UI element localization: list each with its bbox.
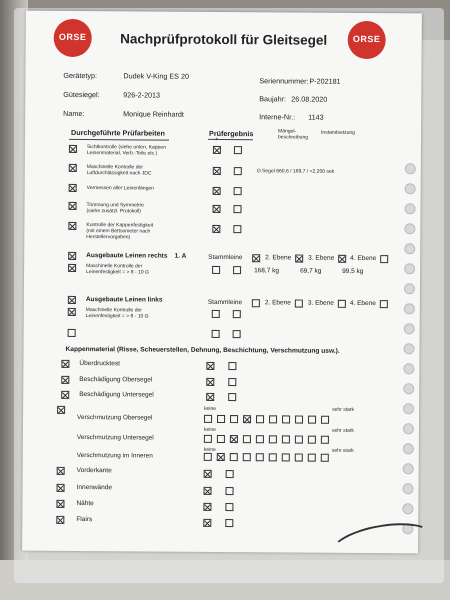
scale-innen-keine: keine bbox=[203, 446, 216, 453]
scale-innen-box-10[interactable] bbox=[321, 454, 329, 462]
scale-unter-box-8[interactable] bbox=[295, 436, 303, 444]
naehte-row-checkbox[interactable] bbox=[56, 500, 64, 508]
row-checkbox-links[interactable] bbox=[68, 296, 76, 304]
rechts-sub-plus-checkbox[interactable] bbox=[212, 266, 220, 274]
col-ergebnis: Prüfergebnis bbox=[209, 128, 254, 139]
ueber-plus-checkbox[interactable] bbox=[206, 362, 214, 370]
ober-row-checkbox[interactable] bbox=[61, 376, 69, 384]
ober-minus-checkbox[interactable] bbox=[228, 378, 236, 386]
rechts-e4-checkbox[interactable] bbox=[380, 255, 388, 263]
links-e2-label: 2. Ebene bbox=[264, 299, 291, 307]
vorder-row-checkbox[interactable] bbox=[57, 467, 65, 475]
innen-minus-checkbox[interactable] bbox=[226, 487, 234, 495]
rechts-e3-checkbox[interactable] bbox=[338, 255, 346, 263]
interne-value: 1143 bbox=[308, 112, 324, 122]
underline-arbeiten bbox=[69, 139, 169, 141]
scale-ober-sehr-stark: sehr stark bbox=[332, 406, 355, 413]
unter-plus-checkbox[interactable] bbox=[206, 393, 214, 401]
innen-plus-checkbox[interactable] bbox=[204, 487, 212, 495]
row-trimm: Trimmung und Symmetrie (siehe zusätzl. Protokoll) bbox=[86, 202, 144, 215]
verschmutzung-row-checkbox[interactable] bbox=[57, 406, 65, 414]
geraetetyp-label: Gerätetyp: bbox=[63, 70, 98, 81]
flairs-plus-checkbox[interactable] bbox=[203, 519, 211, 527]
rechts-value-3: 99,5 kg bbox=[342, 267, 364, 275]
rechts-e2-checkbox[interactable] bbox=[295, 255, 303, 263]
empty-minus-checkbox[interactable] bbox=[233, 330, 241, 338]
rechts-value-1: 168,7 kg bbox=[254, 267, 280, 275]
scale-ober-keine: keine bbox=[204, 405, 217, 412]
name-value: Monique Reinhardt bbox=[123, 109, 184, 119]
baujahr-label: Baujahr: bbox=[259, 94, 287, 104]
vorder-plus-checkbox[interactable] bbox=[204, 470, 212, 478]
kappe-plus-checkbox[interactable] bbox=[212, 225, 220, 233]
scale-innen-box-8[interactable] bbox=[295, 454, 303, 462]
trimm-minus-checkbox[interactable] bbox=[233, 205, 241, 213]
scale-ober-box-4[interactable] bbox=[243, 415, 251, 423]
scale-unter-box-6[interactable] bbox=[269, 435, 277, 443]
scale-ober-box-1[interactable] bbox=[204, 415, 212, 423]
kappen-v-ober: Verschmutzung Obersegel bbox=[77, 413, 153, 422]
rechts-value-2: 69,7 kg bbox=[300, 267, 322, 275]
empty-plus-checkbox[interactable] bbox=[212, 330, 220, 338]
rechts-stamm-label: Stammleine bbox=[208, 253, 243, 262]
scale-unter-sehr-stark: sehr stark bbox=[331, 427, 354, 434]
row-rechts-sub: Maschinelle Kontrolle der Leinenfestigkeit = > 8 - 10 G bbox=[86, 263, 149, 276]
scale-innen-sehr-stark: sehr stark bbox=[331, 447, 354, 454]
masch-plus-checkbox[interactable] bbox=[213, 167, 221, 175]
scale-innen-box-3[interactable] bbox=[230, 453, 238, 461]
document-title: Nachprüfprotokoll für Gleitsegel bbox=[120, 31, 328, 48]
kappen-v-innen: Verschmutzung im Inneren bbox=[76, 451, 153, 460]
row-vermessen: Vermessen aller Leinenlängen bbox=[86, 185, 154, 192]
scale-unter-box-5[interactable] bbox=[256, 435, 264, 443]
scale-innen-box-9[interactable] bbox=[308, 454, 316, 462]
links-stamm-label: Stammleine bbox=[207, 298, 243, 307]
kappen-ueber: Überdrucktest bbox=[79, 360, 120, 368]
guete-value: 926-2-2013 bbox=[123, 90, 161, 100]
interne-label: Interne-Nr.: bbox=[259, 112, 296, 122]
kappen-flairs: Flairs bbox=[76, 515, 93, 524]
row-checkbox-rechts[interactable] bbox=[68, 252, 76, 260]
vermessen-plus-checkbox[interactable] bbox=[213, 187, 221, 195]
sicht-minus-checkbox[interactable] bbox=[234, 146, 242, 154]
col-arbeiten: Durchgeführte Prüfarbeiten bbox=[71, 127, 165, 138]
geraetetyp-value: Dudek V-King ES 20 bbox=[123, 71, 189, 81]
scale-innen-box-4[interactable] bbox=[243, 453, 251, 461]
row-checkbox-empty[interactable] bbox=[68, 329, 76, 337]
serien-label: Seriennummer: bbox=[259, 76, 309, 86]
kappen-ober: Beschädigung Obersegel bbox=[79, 376, 153, 384]
row-checkbox-kappe[interactable] bbox=[68, 222, 76, 230]
masch-note: O.Segel 660,6 / 169,7 / <2.200 sek bbox=[256, 168, 335, 175]
naehte-minus-checkbox[interactable] bbox=[225, 503, 233, 511]
ueber-minus-checkbox[interactable] bbox=[228, 362, 236, 370]
protocol-sheet bbox=[22, 11, 422, 554]
links-e4-label: 4. Ebene bbox=[349, 299, 376, 308]
scale-unter-box-10[interactable] bbox=[321, 436, 329, 444]
kappen-unter: Beschädigung Untersegel bbox=[79, 391, 154, 399]
vermessen-minus-checkbox[interactable] bbox=[234, 187, 242, 195]
vorder-minus-checkbox[interactable] bbox=[226, 470, 234, 478]
row-checkbox-masch[interactable] bbox=[69, 164, 77, 172]
scale-ober-box-5[interactable] bbox=[256, 415, 264, 423]
ober-plus-checkbox[interactable] bbox=[206, 378, 214, 386]
kappen-title: Kappenmaterial (Risse, Scheuerstellen, Dehnung, Beschichtung, Verschmutzung usw.). bbox=[65, 345, 340, 355]
row-checkbox-rechts-sub[interactable] bbox=[68, 264, 76, 272]
trimm-plus-checkbox[interactable] bbox=[212, 205, 220, 213]
row-links: Ausgebaute Leinen links bbox=[85, 296, 163, 304]
links-e3-checkbox[interactable] bbox=[338, 300, 346, 308]
row-kappe: Kontrolle der Kappenfestigkeit (mit einem Bettsometer nach Herstellervorgaben) bbox=[86, 222, 154, 241]
orse-logo-right: ORSE bbox=[348, 21, 386, 59]
col-maengel: Mängel- beschreibung bbox=[277, 128, 309, 141]
rechts-e4-label: 4. Ebene bbox=[350, 254, 377, 263]
links-stamm-checkbox[interactable] bbox=[252, 299, 260, 307]
name-label: Name: bbox=[63, 108, 85, 119]
scale-ober-box-2[interactable] bbox=[217, 415, 225, 423]
naehte-plus-checkbox[interactable] bbox=[203, 503, 211, 511]
punch-holes bbox=[400, 163, 417, 543]
scale-unter-box-4[interactable] bbox=[243, 435, 251, 443]
scale-unter-box-7[interactable] bbox=[282, 435, 290, 443]
orse-logo-left: ORSE bbox=[54, 19, 92, 57]
links-sub-plus-checkbox[interactable] bbox=[212, 310, 220, 318]
kappen-innen: Innenwände bbox=[76, 483, 113, 492]
row-links-sub: Maschinelle Kontrolle der Leinenfestigkeit = > 8 - 10 G bbox=[85, 307, 149, 320]
row-masch: Maschinelle Kontrolle der Luftdurchlässigkeit nach JDC bbox=[86, 164, 152, 177]
row-checkbox-sicht[interactable] bbox=[69, 145, 77, 153]
kappe-minus-checkbox[interactable] bbox=[233, 225, 241, 233]
scale-ober-box-9[interactable] bbox=[308, 416, 316, 424]
scale-unter-box-1[interactable] bbox=[204, 435, 212, 443]
unter-minus-checkbox[interactable] bbox=[228, 393, 236, 401]
scale-innen-box-2[interactable] bbox=[217, 453, 225, 461]
serien-value: P-202181 bbox=[309, 76, 341, 86]
kappen-v-unter: Verschmutzung Untersegel bbox=[76, 433, 154, 442]
scale-unter-box-9[interactable] bbox=[308, 436, 316, 444]
row-checkbox-trimm[interactable] bbox=[68, 202, 76, 210]
guete-label: Gütesiegel: bbox=[63, 89, 100, 100]
flairs-row-checkbox[interactable] bbox=[56, 516, 64, 524]
row-sicht: Sichtkontrolle (siehe unten, Kappen Leinenmaterial, Verb.-Teile etc.) bbox=[86, 144, 166, 157]
row-rechts: Ausgebaute Leinen rechts 1. A bbox=[86, 252, 187, 260]
baujahr-value: 26.08.2020 bbox=[291, 94, 328, 104]
scale-ober-box-7[interactable] bbox=[282, 415, 290, 423]
innen-row-checkbox[interactable] bbox=[57, 484, 65, 492]
links-sub-minus-checkbox[interactable] bbox=[233, 310, 241, 318]
scale-ober-box-3[interactable] bbox=[230, 415, 238, 423]
ueber-row-checkbox[interactable] bbox=[61, 360, 69, 368]
scale-innen-box-7[interactable] bbox=[282, 453, 290, 461]
rechts-e3-label: 3. Ebene bbox=[308, 254, 335, 262]
masch-minus-checkbox[interactable] bbox=[234, 167, 242, 175]
scale-ober-box-6[interactable] bbox=[269, 415, 277, 423]
sicht-plus-checkbox[interactable] bbox=[213, 146, 221, 154]
rechts-sub-minus-checkbox[interactable] bbox=[233, 266, 241, 274]
links-e3-label: 3. Ebene bbox=[307, 299, 334, 307]
links-e4-checkbox[interactable] bbox=[380, 300, 388, 308]
scale-innen-box-5[interactable] bbox=[256, 453, 264, 461]
row-checkbox-links-sub[interactable] bbox=[68, 308, 76, 316]
flairs-minus-checkbox[interactable] bbox=[225, 519, 233, 527]
scale-innen-box-1[interactable] bbox=[204, 453, 212, 461]
rechts-e2-label: 2. Ebene bbox=[265, 254, 292, 262]
scale-unter-box-2[interactable] bbox=[217, 435, 225, 443]
rechts-stamm-checkbox[interactable] bbox=[252, 254, 260, 262]
kappen-naehte: Nähte bbox=[76, 499, 94, 508]
kappen-vorder: Vorderkante bbox=[76, 466, 112, 475]
scale-ober-box-10[interactable] bbox=[321, 416, 329, 424]
scale-ober-box-8[interactable] bbox=[295, 416, 303, 424]
unter-row-checkbox[interactable] bbox=[61, 391, 69, 399]
links-e2-checkbox[interactable] bbox=[295, 300, 303, 308]
scale-innen-box-6[interactable] bbox=[269, 453, 277, 461]
scale-unter-box-3[interactable] bbox=[230, 435, 238, 443]
row-checkbox-vermessen[interactable] bbox=[69, 184, 77, 192]
scale-unter-keine: keine bbox=[203, 426, 216, 433]
col-instand: Instandsetzung bbox=[321, 129, 355, 136]
